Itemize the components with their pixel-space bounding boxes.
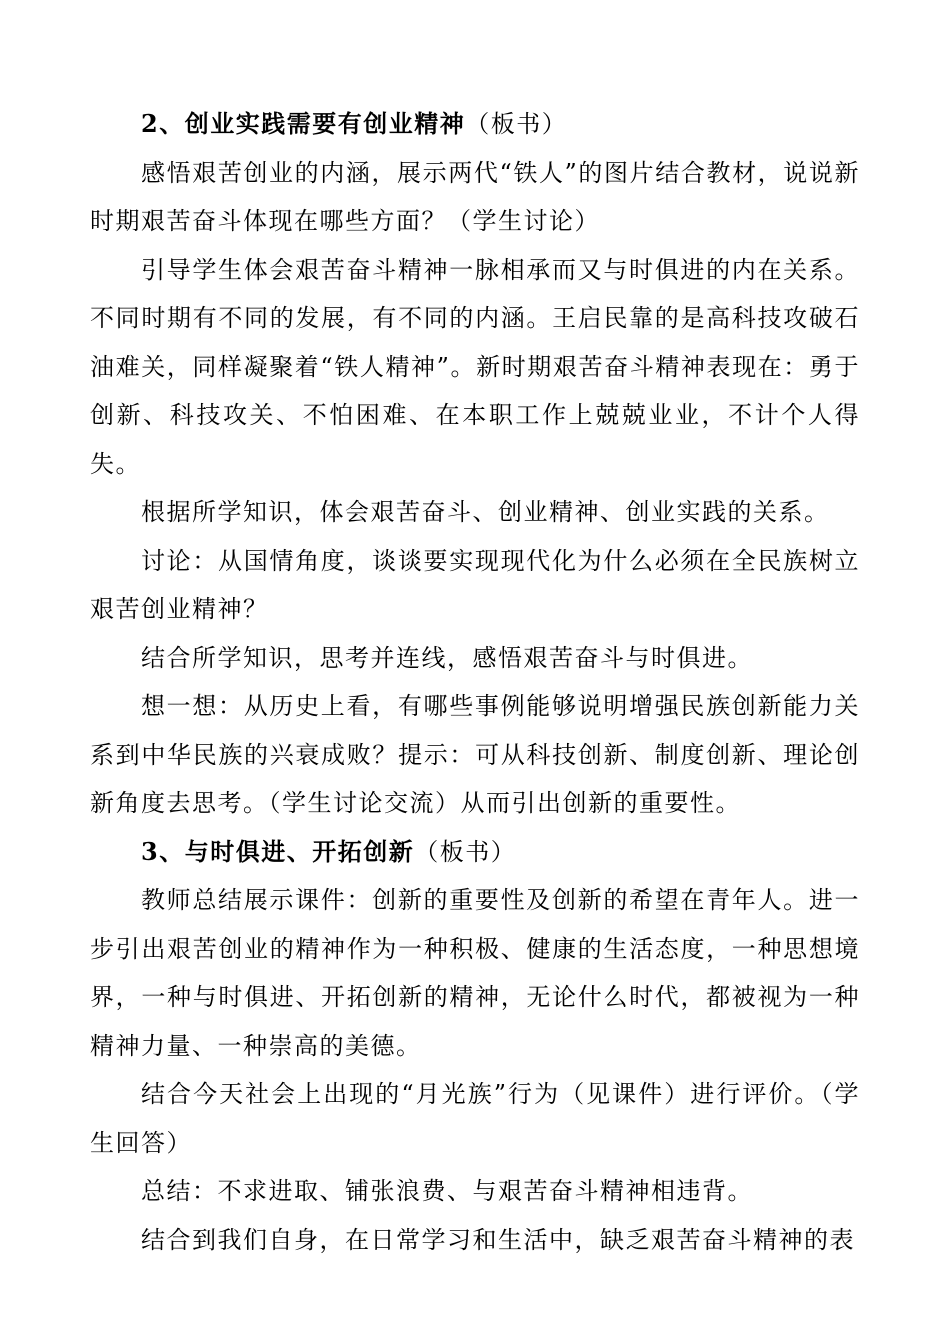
paragraph: 结合到我们自身，在日常学习和生活中，缺乏艰苦奋斗精神的表 xyxy=(141,1225,855,1254)
document-page xyxy=(90,100,860,1264)
section-heading-2 xyxy=(90,100,860,149)
heading-note: （板书） xyxy=(465,110,568,138)
paragraph: 讨论：从国情角度，谈谈要实现现代化为什么必须在全民族树立艰苦创业精神？ xyxy=(90,546,860,623)
paragraph: 教师总结展示课件：创新的重要性及创新的希望在青年人。进一步引出艰苦创业的精神作为一种积极、健康的生活态度，一种思想境界，一种与时俱进、开拓创新的精神，无论什么时代，都被视为一种精神力量、一种崇高的美德。 xyxy=(90,886,860,1060)
paragraph: 引导学生体会艰苦奋斗精神一脉相承而又与时俱进的内在关系。不同时期有不同的发展，有不同的内涵。王启民靠的是高科技攻破石油难关，同样凝聚着“铁人精神”。新时期艰苦奋斗精神表现在：勇于创新、科技攻关、不怕困难、在本职工作上兢兢业业，不计个人得失。 xyxy=(90,255,860,478)
paragraph: 结合今天社会上出现的“月光族”行为（见课件）进行评价。（学生回答） xyxy=(90,1080,860,1157)
paragraph: 想一想：从历史上看，有哪些事例能够说明增强民族创新能力关系到中华民族的兴衰成败？提示：可从科技创新、制度创新、理论创新角度去思考。（学生讨论交流）从而引出创新的重要性。 xyxy=(90,692,860,817)
heading-note: （板书） xyxy=(414,837,517,866)
paragraph: 结合所学知识，思考并连线，感悟艰苦奋斗与时俱进。 xyxy=(141,643,753,672)
heading-title: 2、创业实践需要有创业精神 xyxy=(141,109,466,138)
paragraph: 总结：不求进取、铺张浪费、与艰苦奋斗精神相违背。 xyxy=(141,1177,753,1205)
section-heading-3 xyxy=(90,828,860,877)
heading-title: 3、与时俱进、开拓创新 xyxy=(141,836,415,866)
paragraph: 感悟艰苦创业的内涵，展示两代“铁人”的图片结合教材，说说新时期艰苦奋斗体现在哪些方面？（学生讨论） xyxy=(90,158,860,235)
paragraph: 根据所学知识，体会艰苦奋斗、创业精神、创业实践的关系。 xyxy=(141,498,830,526)
